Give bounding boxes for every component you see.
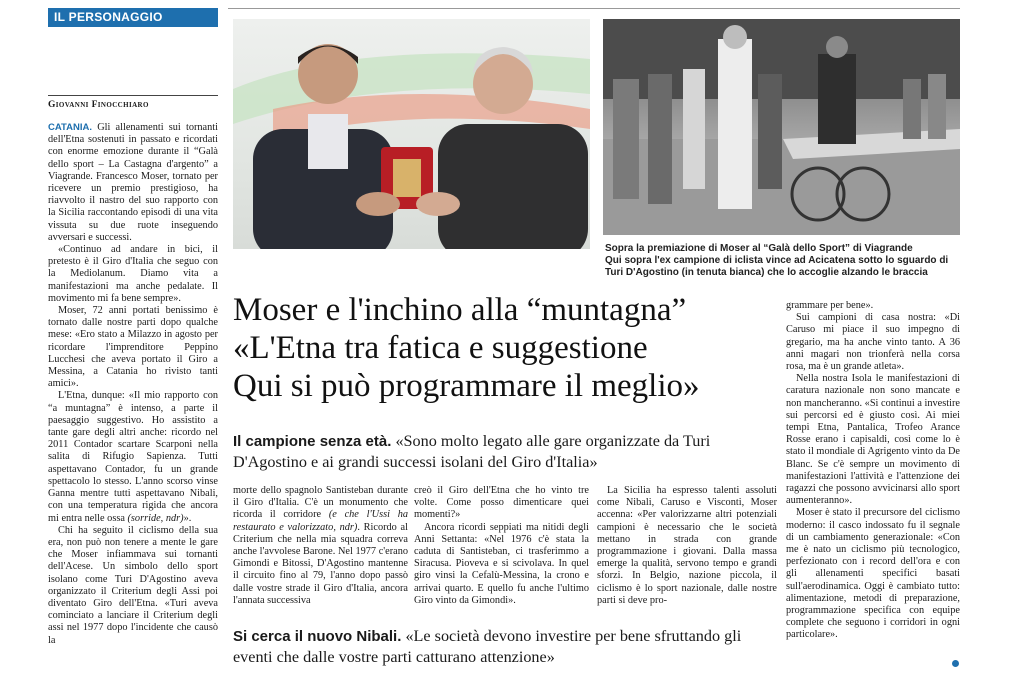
paragraph-text: Gli allenamenti sui tornanti dell'Etna sostenuti in passato e ricordati con enorme emozione durante il “Galà dello sport – La Castagna d'argento” a Viagrande. Francesco Moser, tornato per ricevere un premio prestigioso, ha riavvolto il nastro del suo rapporto con la Sicilia raccontando episodi di una vita vissuta su due ruote inseguendo avversari e successi. [48,122,218,243]
paragraph: Chi ha seguito il ciclismo della sua era, non può non tenere a mente le gare che Moser infiammava sui tornanti dell'Acese. Un simbolo dello sport isolano come Turi D'Agostino aveva organizzato il Criterium degli Assi poi diventato Giro dell'Etna. «Turi aveva cominciato a lanciare il Criterium degli assi nel 1977 dopo l'incidente che causò la [48,524,218,646]
award-photo-illustration [233,19,590,249]
byline-divider [48,95,218,96]
article-column-1 [48,122,218,682]
caption-line-1: Sopra la premiazione di Moser al “Galà dello Sport” di Viagrande [605,243,913,254]
top-divider [228,8,960,9]
paragraph: Moser è stato il precursore del ciclismo moderno: il casco indossato fu il segnale di un cambiamento generazionale: «Con me è nato un ciclismo più tecnologico, perfezionato con i record dell'ora e con gli allenamenti specifici basati sull'aerodinamica. Oggi è cambiato tutto: alimentazione, metodi di preparazione, programmazione specifica con equipe complete che seguono i corridori in ogni particolare». [786,507,960,641]
author-byline: Giovanni Finocchiaro [48,100,149,110]
paragraph-text: . Ricordo al Criterium che nella mia squadra correva anche l'avvolese Barone. Nel 1977 c'erano Gimondi e Bitossi, D'Agostino mantenne il circuito fino al 79, l'anno dopo passò dalle vostre strade il Giro d'Italia, ancora l'annata successiva [233,521,408,606]
article-column-4 [597,485,777,615]
subheadline-lead: Il campione senza età. [233,433,392,450]
caption-line-2: Qui sopra l'ex campione di iclista vince ad Acicatena sotto lo sguardo di Turi D'Agostino (in tenuta bianca) che lo accoglie alzando le braccia [605,255,949,278]
subheadline [233,431,778,472]
race-photo [603,19,960,235]
secondary-subheadline-text: «Le società devono investire per bene sfruttando gli eventi che dalle vostre parti catturano attenzione» [233,627,742,666]
headline-line-3: Qui si può programmare il meglio» [233,368,700,404]
paragraph: Ancora ricordi seppiati ma nitidi degli Anni Settanta: «Nel 1976 c'è stata la caduta di Santisteban, ci trasferimmo a Siracusa. Pioveva e si scivolava. In quel giro vinsi la Cefalù-Messina, la crono e arrivai quarto. E quello fu anche l'ultimo Giro vinto da Gimondi». [414,521,589,606]
paragraph: grammare per bene». [786,300,874,311]
paragraph [48,122,218,244]
paragraph-text: L'Etna, dunque: «Il mio rapporto con “a muntagna” è intenso, a parte il paesaggio suggestivo. Ho assistito a tante gare degli altri anche: ricordo nel 2011 Contador scartare Scarponi nella salita di Rifugio Sapienza. Tutti aspettavano Contador, fu un grande spettacolo lo stesso. L'anno scorso vinse Ganna mentre tutti aspettavano Nibali, con una temperatura rigida che ancora mi entra nelle ossa [48,390,218,524]
article-column-2 [233,485,408,615]
dateline: CATANIA. [48,122,92,133]
secondary-subheadline-lead: Si cerca il nuovo Nibali. [233,628,402,645]
paragraph: creò il Giro dell'Etna che ho vinto tre volte. Come posso dimenticare quei momenti?» [414,485,589,521]
subheadline-text: «Sono molto legato alle gare organizzate da Turi D'Agostino e ai grandi successi isolani del Giro d'Italia» [233,432,711,471]
article-column-3 [414,485,589,615]
paragraph-text: morte dello spagnolo Santisteban durante il Giro d'Italia. C'è un monumento che ricorda il corridore [233,485,408,521]
aside-note: (e che l'Ussi ha restaurato e valorizzato, ndr) [233,509,408,533]
paragraph [48,390,218,524]
section-label: IL PERSONAGGIO [48,8,218,27]
secondary-subheadline [233,626,778,667]
paragraph-text: ». [183,512,192,524]
paragraph: Sui campioni di casa nostra: «Di Caruso mi piace il suo impegno di gregario, ma ha anche vinto tanto. A 36 anni magari non trionferà nella corsa rosa, ma è un grande atleta». [786,312,960,373]
end-mark-icon [952,660,959,667]
paragraph: La Sicilia ha espresso talenti assoluti come Nibali, Caruso e Visconti, Moser accenna: «Per valorizzarne altri potenziali campioni è necessario che le società mettano in strada con grande programmazione i giovani. Dalla massa emerge la qualità, servono tempo e grandi sforzi. In Belgio, nazione piccola, il ciclismo è lo sport nazionale, dalle nostre parti si deve pro- [597,485,777,606]
aside-note: (sorride, ndr) [127,512,184,524]
award-photo [233,19,590,249]
paragraph [233,485,408,607]
photo-caption [605,243,960,279]
paragraph: Moser, 72 anni portati benissimo è tornato dalle nostre parti dopo qualche mese: «Ero stato a Milazzo in agosto per ricordare l'imprenditore Peppino Lucchesi che aveva portato il Giro a Messina, a Catania ho rivisto tanti amici». [48,305,218,390]
headline [233,291,778,405]
paragraph: Nella nostra Isola le manifestazioni di caratura nazionale non sono mancate e non mancheranno. «Si continui a investire sui percorsi ed è giusto così. Ai miei tempi Etna, Pantalica, Trofeo Arance Rosse erano i capisaldi, così come lo è stato il mondiale di Agrigento vinto da De Blanc. Se c'è sempre un movimento di manifestazioni l'attività e l'attenzione dei ragazzi che possono avvicinarsi allo sport aumenteranno». [786,373,960,507]
article-column-5 [786,300,960,680]
headline-line-1: Moser e l'inchino alla “muntagna” [233,292,687,328]
race-photo-illustration [603,19,960,235]
paragraph: «Continuo ad andare in bici, il pretesto è il Giro d'Italia che seguo con la Mediolanum. Diamo vita a manifestazioni ma anche pedalate. Il movimento mi fa bene sempre». [48,244,218,304]
headline-line-2: «L'Etna tra fatica e suggestione [233,330,648,366]
